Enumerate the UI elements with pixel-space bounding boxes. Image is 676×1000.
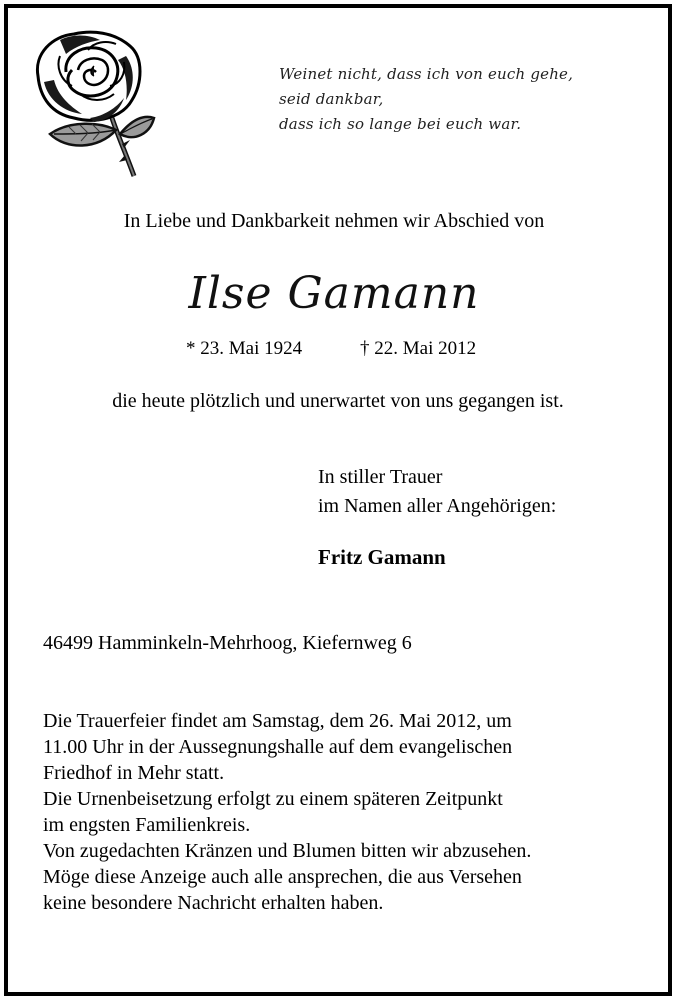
info-line: 11.00 Uhr in der Aussegnungshalle auf dem evangelischen bbox=[43, 736, 513, 758]
mourning-block bbox=[318, 463, 556, 521]
funeral-info bbox=[43, 708, 531, 916]
info-line: Die Trauerfeier findet am Samstag, dem 26. Mai 2012, um bbox=[43, 710, 512, 732]
rose-icon bbox=[30, 26, 158, 178]
mourning-line: im Namen aller Angehörigen: bbox=[318, 495, 557, 517]
address: 46499 Hamminkeln-Mehrhoog, Kiefernweg 6 bbox=[43, 632, 412, 654]
info-line: keine besondere Nachricht erhalten haben. bbox=[43, 892, 384, 914]
poem-line: Weinet nicht, dass ich von euch gehe, bbox=[279, 65, 574, 83]
poem-line: dass ich so lange bei euch war. bbox=[279, 115, 522, 133]
info-line: Möge diese Anzeige auch alle ansprechen, die aus Versehen bbox=[43, 866, 522, 888]
info-line: Die Urnenbeisetzung erfolgt zu einem späteren Zeitpunkt bbox=[43, 788, 503, 810]
birth-date: * 23. Mai 1924 bbox=[186, 338, 303, 359]
deceased-name: Ilse Gamann bbox=[188, 268, 480, 319]
info-line: Von zugedachten Kränzen und Blumen bitten wir abzusehen. bbox=[43, 840, 532, 862]
poem-quote bbox=[279, 62, 573, 137]
intro-text: In Liebe und Dankbarkeit nehmen wir Abschied von bbox=[123, 210, 545, 232]
signer-name: Fritz Gamann bbox=[318, 545, 446, 569]
passed-away-text: die heute plötzlich und unerwartet von uns gegangen ist. bbox=[112, 390, 564, 412]
mourning-line: In stiller Trauer bbox=[318, 466, 443, 488]
poem-line: seid dankbar, bbox=[279, 90, 384, 108]
death-date: † 22. Mai 2012 bbox=[360, 338, 477, 359]
info-line: Friedhof in Mehr statt. bbox=[43, 762, 225, 784]
info-line: im engsten Familienkreis. bbox=[43, 814, 251, 836]
